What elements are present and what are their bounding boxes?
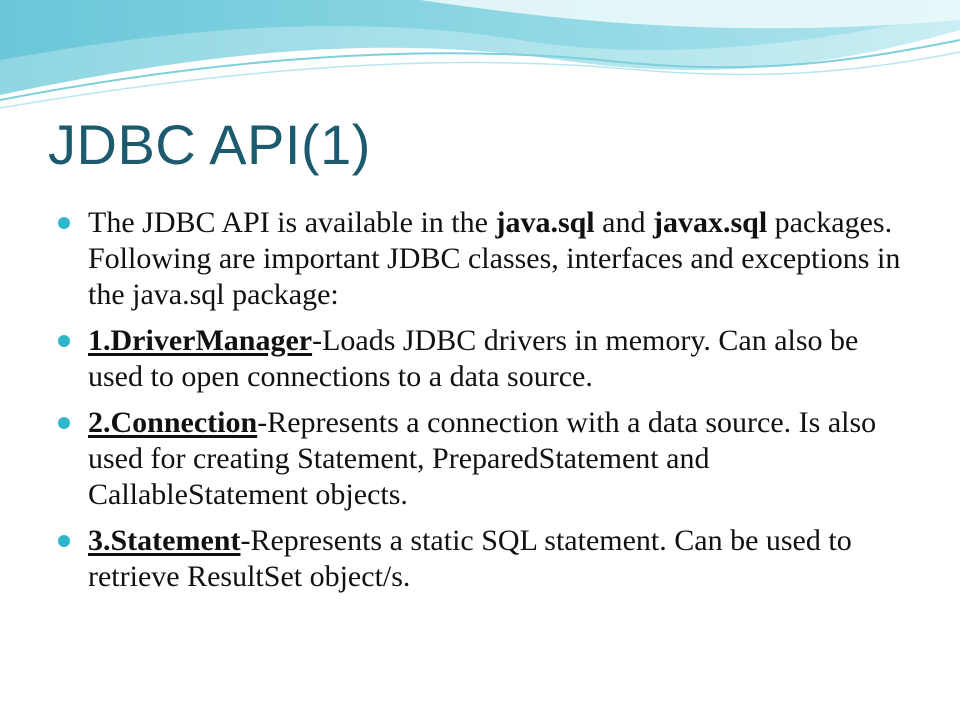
decorative-wave-header — [0, 0, 960, 120]
term-connection: 2.Connection — [88, 406, 258, 439]
bullet-dot-icon — [58, 217, 70, 229]
term-statement: 3.Statement — [88, 524, 241, 557]
bullet-list — [58, 205, 918, 605]
package-name: javax.sql — [652, 206, 768, 239]
bullet-item — [58, 323, 918, 395]
bullet-dot-icon — [58, 417, 70, 429]
bullet-item — [58, 523, 918, 595]
bullet-item — [58, 405, 918, 513]
bullet-text: packages. Following are important JDBC classes, interfaces and exceptions in the java.sql package: — [88, 206, 901, 311]
package-name: java.sql — [495, 206, 595, 239]
bullet-text: The JDBC API is available in the — [88, 206, 496, 239]
bullet-text: and — [594, 206, 653, 239]
bullet-dot-icon — [58, 535, 70, 547]
bullet-text: -Represents a connection with a data source. Is also used for creating Statement, PreparedStatement and CallableStatement objects. — [88, 406, 877, 511]
bullet-text: -Represents a static SQL statement. Can be used to retrieve ResultSet object/s. — [88, 524, 852, 593]
bullet-dot-icon — [58, 335, 70, 347]
term-drivermanager: 1.DriverManager — [88, 324, 313, 357]
slide-title: JDBC API(1) — [48, 113, 371, 176]
bullet-item — [58, 205, 918, 313]
bullet-text: -Loads JDBC drivers in memory. Can also be used to open connections to a data source. — [88, 324, 859, 393]
